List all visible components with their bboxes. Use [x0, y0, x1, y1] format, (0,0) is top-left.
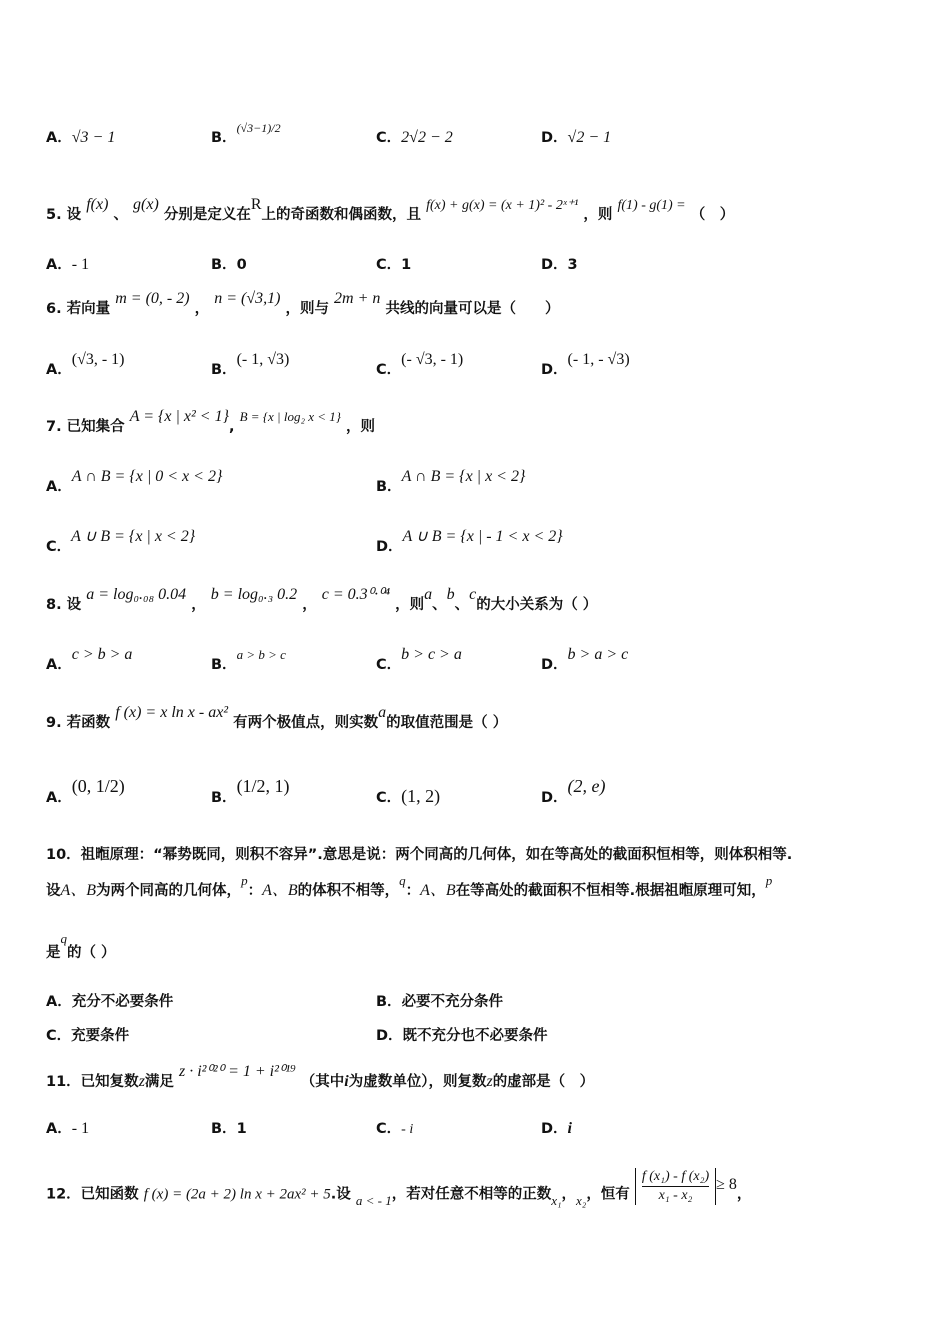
q10-option-b[interactable]: B．必要不充分条件 — [376, 994, 504, 1010]
q7-option-c[interactable]: C．A ∪ B = {x | x < 2} — [46, 528, 196, 555]
q10-line1: 10．祖暅原理：“幂势既同，则积不容异”.意思是说：两个同高的几何体，如在等高处的截面积恒相等，则体积相等. — [46, 847, 793, 863]
q6-option-d[interactable]: D．(- 1, - √3) — [541, 351, 630, 378]
q5-option-a[interactable]: A．- 1 — [46, 256, 90, 273]
q8-option-c[interactable]: C．b > c > a — [376, 646, 462, 673]
q12-stem: 12．已知函数 f (x) = (2a + 2) ln x + 2ax² + 5.设 a < - 1，若对任意不相等的正数x₁，x₂，恒有 $\frac{\text{f (x₁) - f (x₂)}}{\text{x₁ - x₂}}$ ≥ 8， — [46, 1169, 752, 1208]
q9-option-b[interactable]: B．(1/2, 1) — [211, 776, 290, 806]
q11-stem: 11．已知复数z满足 z · i²⁰²⁰ = 1 + i²⁰¹⁹ （其中i为虚数单位），则复数z的虚部是（ ） — [46, 1063, 595, 1090]
q5-option-d[interactable]: D．3 — [541, 257, 578, 273]
q8-stem: 8. 设 a = log₀.₀₈ 0.04 ， b = log₀.₃ 0.2 ， c = 0.3⁰·⁰⁴ ，则a、b、c的大小关系为（ ） — [46, 586, 598, 613]
q11-option-c[interactable]: C．- i — [376, 1121, 414, 1137]
q10-option-d[interactable]: D．既不充分也不必要条件 — [376, 1028, 548, 1044]
q11-option-b[interactable]: B．1 — [211, 1121, 247, 1137]
q4-option-b[interactable]: B．$^{(√3-1)/2}$ — [211, 121, 281, 146]
q8-option-b[interactable]: B．a > b > c — [211, 647, 286, 673]
q11-options — [46, 1117, 920, 1139]
q5-options — [46, 253, 920, 275]
q11-option-d[interactable]: D．i — [541, 1120, 572, 1137]
q5-option-b[interactable]: B．0 — [211, 257, 247, 273]
q7-options-row2 — [46, 528, 920, 557]
q7-option-b[interactable]: B．A ∩ B = {x | x < 2} — [376, 468, 526, 495]
q4-option-c[interactable]: C．2√2 − 2 — [376, 129, 453, 146]
q9-option-a[interactable]: A．(0, 1/2) — [46, 776, 125, 806]
q7-stem: 7. 已知集合 A = {x | x² < 1}, B = {x | log₂ x < 1} ，则 — [46, 408, 376, 435]
q9-options — [46, 776, 920, 807]
q6-option-a[interactable]: A．(√3, - 1) — [46, 351, 125, 378]
q8-options — [46, 646, 920, 675]
q7-option-a[interactable]: A．A ∩ B = {x | 0 < x < 2} — [46, 468, 223, 495]
q6-option-c[interactable]: C．(- √3, - 1) — [376, 351, 464, 378]
q9-option-c[interactable]: C．(1, 2) — [376, 786, 441, 806]
q6-options — [46, 351, 920, 380]
q8-option-d[interactable]: D．b > a > c — [541, 646, 629, 673]
q7-options-row1 — [46, 468, 920, 497]
q10-options-row1 — [46, 990, 920, 1012]
q5-stem: 5. 设 f(x) 、 g(x) 分别是定义在R上的奇函数和偶函数，且 f(x) + g(x) = (x + 1)² - 2ˣ⁺¹ ，则 f(1) - g(1) = （ ） — [46, 196, 735, 223]
q5-option-c[interactable]: C．1 — [376, 257, 412, 273]
q8-option-a[interactable]: A．c > b > a — [46, 646, 133, 673]
q6-stem: 6. 若向量 m = (0, - 2) ， n = (√3,1) ，则与 2m + n 共线的向量可以是（ ） — [46, 290, 560, 317]
abs-fraction: $\frac{\text{f (x₁) - f (x₂)}}{\text{x₁ - x₂}}$ — [635, 1168, 716, 1205]
q9-option-d[interactable]: D．(2, e) — [541, 776, 606, 806]
q10-options-row2 — [46, 1024, 920, 1046]
q9-stem: 9. 若函数 f (x) = x ln x - ax² 有两个极值点，则实数a的取值范围是（ ） — [46, 704, 508, 731]
q4-option-a[interactable]: A．√3 − 1 — [46, 129, 116, 146]
q6-option-b[interactable]: B．(- 1, √3) — [211, 351, 290, 378]
q7-option-d[interactable]: D．A ∪ B = {x | - 1 < x < 2} — [376, 528, 563, 555]
q10-line3: 是q的（ ） — [46, 931, 116, 961]
q11-option-a[interactable]: A．- 1 — [46, 1120, 90, 1137]
q10-line2: 设A、B为两个同高的几何体，p：A、B的体积不相等，q：A、B在等高处的截面积不恒相等.根据祖暅原理可知，p — [46, 873, 773, 899]
q10-option-c[interactable]: C．充要条件 — [46, 1028, 130, 1044]
q4-options — [46, 121, 920, 148]
q10-option-a[interactable]: A．充分不必要条件 — [46, 994, 174, 1010]
q4-option-d[interactable]: D．√2 − 1 — [541, 129, 612, 146]
